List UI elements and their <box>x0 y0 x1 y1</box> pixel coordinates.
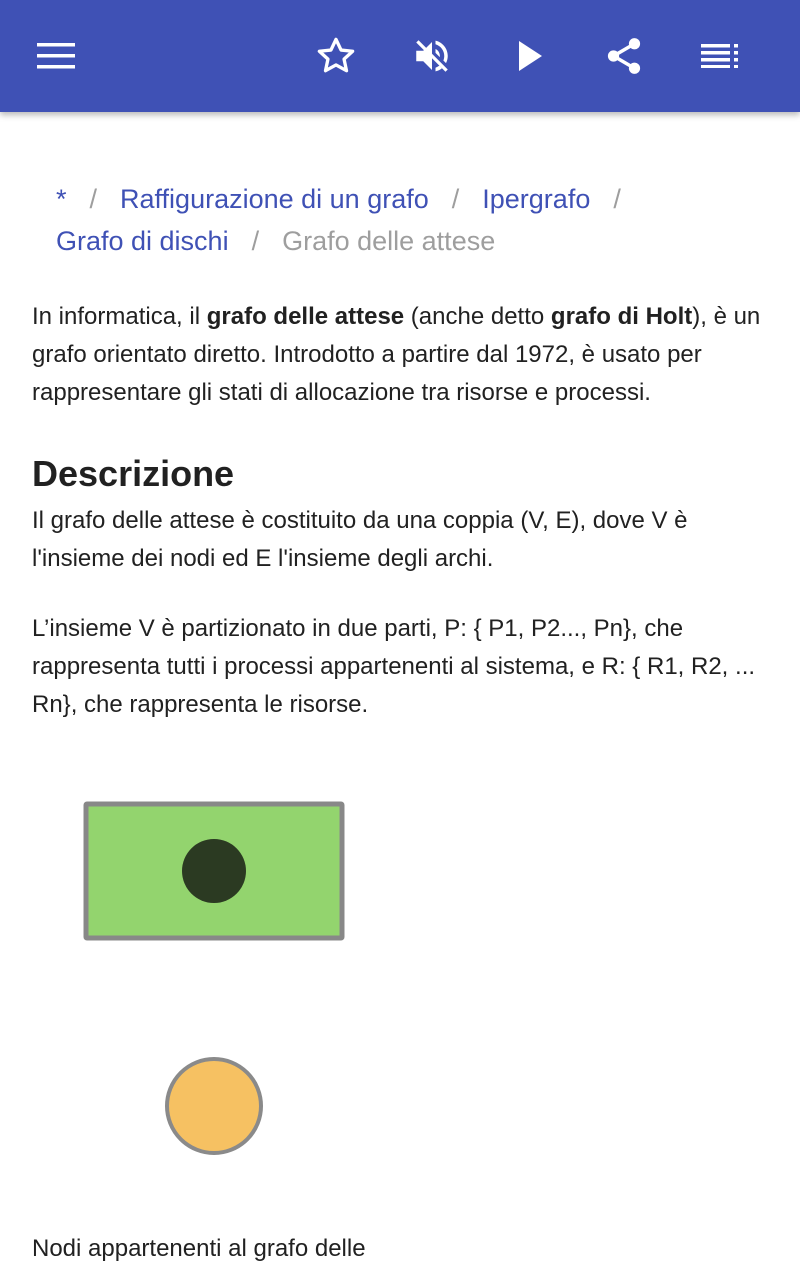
breadcrumb-separator: / <box>251 226 260 256</box>
play-button[interactable] <box>498 24 562 88</box>
list-icon <box>701 44 739 68</box>
graph-nodes-figure <box>82 800 352 1185</box>
menu-button[interactable] <box>24 24 88 88</box>
mute-button[interactable] <box>400 24 464 88</box>
favorite-button[interactable] <box>304 24 368 88</box>
process-node <box>167 1059 261 1153</box>
intro-text: (anche detto <box>404 303 551 330</box>
section-heading: Descrizione <box>32 453 235 494</box>
app-bar <box>0 0 800 112</box>
intro-text: ), è un grafo orientato diretto. Introdotto a partire dal 1972, è usato per rappresentare gli stati di allocazione tra risorse e processi. <box>32 303 761 406</box>
breadcrumb-item-root[interactable]: * <box>56 184 67 214</box>
contents-button[interactable] <box>688 24 752 88</box>
intro-paragraph <box>32 298 776 412</box>
breadcrumb-item-grafo-di-dischi[interactable]: Grafo di dischi <box>56 226 229 256</box>
breadcrumb-separator: / <box>613 184 621 214</box>
share-icon <box>603 35 645 77</box>
breadcrumb-item-ipergrafo[interactable]: Ipergrafo <box>482 184 591 214</box>
intro-text: In informatica, il <box>32 303 207 330</box>
breadcrumb-separator: / <box>89 184 98 214</box>
volume-off-icon <box>411 35 453 77</box>
breadcrumb <box>56 178 756 262</box>
resource-instance-dot <box>182 839 246 903</box>
breadcrumb-item-raffigurazione[interactable]: Raffigurazione di un grafo <box>120 184 429 214</box>
figure-caption: Nodi appartenenti al grafo delle <box>32 1235 366 1262</box>
breadcrumb-current: Grafo delle attese <box>282 226 496 256</box>
description-paragraph-2: L’insieme V è partizionato in due parti, P: { P1, P2..., Pn}, che rappresenta tutti i processi appartenenti al sistema, e R: { R1, R2, ... Rn}, che rappresenta le risorse. <box>32 615 756 718</box>
intro-bold-term: grafo delle attese <box>206 303 405 330</box>
menu-icon <box>37 43 75 69</box>
star-icon <box>315 35 357 77</box>
share-button[interactable] <box>592 24 656 88</box>
description-paragraph-1: Il grafo delle attese è costituito da una coppia (V, E), dove V è l'insieme dei nodi ed E l'insieme degli archi. <box>32 507 688 572</box>
breadcrumb-separator: / <box>451 184 460 214</box>
intro-bold-alias: grafo di Holt <box>550 303 693 330</box>
play-icon <box>515 39 545 73</box>
